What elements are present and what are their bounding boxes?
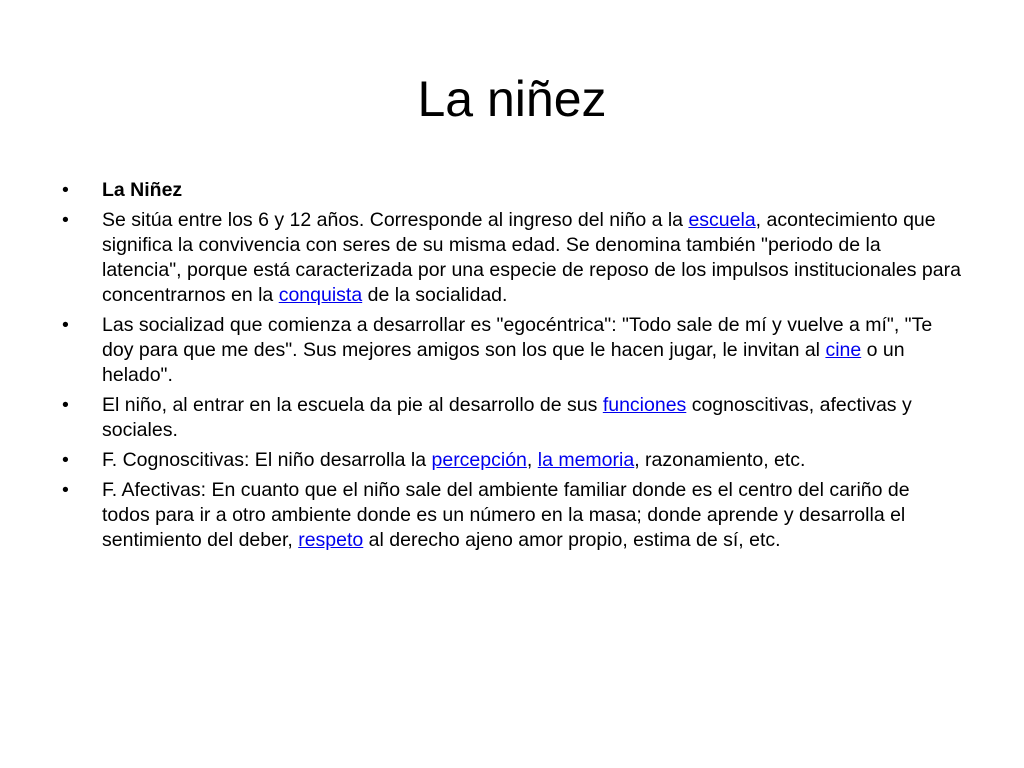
text-run: F. Cognoscitivas: El niño desarrolla la [102, 449, 432, 471]
text-run: Se sitúa entre los 6 y 12 años. Corresponde al ingreso del niño a la [102, 209, 689, 231]
text-run: F. Afectivas: En cuanto que el niño sale del ambiente familiar donde es el centro del cariño de todos para ir a otro ambiente donde es un número en la masa; donde aprende y desarrolla el sentimiento del deber, [102, 479, 910, 551]
link-percepcion[interactable]: percepción [431, 449, 527, 471]
bullet-text [102, 314, 932, 386]
bullet-item-cognitive [62, 448, 962, 473]
link-cine[interactable]: cine [825, 339, 862, 361]
link-la-memoria[interactable]: la memoria [537, 449, 635, 471]
bullet-item-heading [62, 178, 962, 203]
bullet-item-age-range [62, 208, 962, 308]
bullet-text [102, 449, 805, 471]
link-respeto[interactable]: respeto [298, 529, 364, 551]
text-run: , acontecimiento que significa la convivencia con seres de su misma edad. Se denomina también "periodo de la latencia", porque está caracterizada por una especie de reposo de los impulsos institucionales para concentrarnos en la [102, 209, 961, 306]
text-run: , razonamiento, etc. [634, 449, 806, 471]
bullet-item-affective [62, 478, 962, 553]
bullet-icon: • [62, 394, 69, 416]
bullet-text [102, 394, 912, 441]
bullet-text [102, 209, 961, 306]
bullet-item-functions [62, 393, 962, 443]
text-run: Las socializad que comienza a desarrollar es "egocéntrica": "Todo sale de mí y vuelve a mí", "Te doy para que me des". Sus mejores amigos son los que le hacen jugar, le invitan al [102, 314, 933, 361]
text-run: El niño, al entrar en la escuela da pie al desarrollo de sus [102, 394, 603, 416]
text-run: al derecho ajeno amor propio, estima de sí, etc. [363, 529, 781, 551]
slide-title: La niñez [417, 71, 607, 127]
link-conquista[interactable]: conquista [278, 284, 363, 306]
bullet-icon: • [62, 179, 69, 201]
text-run: , [526, 449, 538, 471]
bullet-icon: • [62, 209, 69, 231]
bullet-icon: • [62, 314, 69, 336]
text-run: La Niñez [102, 179, 183, 201]
bullet-item-egocentric [62, 313, 962, 388]
text-run: de la socialidad. [362, 284, 508, 306]
bullet-icon: • [62, 479, 69, 501]
text-run: o un helado". [102, 339, 905, 386]
link-escuela[interactable]: escuela [688, 209, 756, 231]
bullet-icon: • [62, 449, 69, 471]
bullet-text [102, 479, 910, 551]
link-funciones[interactable]: funciones [602, 394, 687, 416]
bullet-text [102, 179, 182, 201]
bullet-list [62, 178, 962, 558]
text-run: cognoscitivas, afectivas y sociales. [102, 394, 912, 441]
